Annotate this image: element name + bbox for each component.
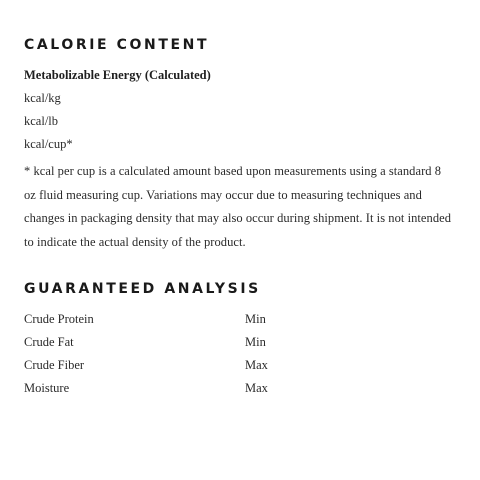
nutrition-info: [24, 0, 464, 480]
calorie-row-label: kcal/kg: [24, 91, 61, 105]
analysis-row-unit: Min: [245, 335, 266, 349]
analysis-row-unit: Min: [245, 312, 266, 326]
calorie-row-label: kcal/lb: [24, 114, 59, 128]
analysis-row-label: Moisture: [24, 381, 70, 395]
analysis-row-label: Crude Protein: [24, 312, 94, 326]
analysis-row-unit: Max: [245, 381, 268, 395]
calorie-footnote: * kcal per cup is a calculated amount based upon measurements using a standard 8 oz fluid measuring cup. Variations may occur due to measuring techniques and changes in packaging density that may also occur during shipment. It is not intended to indicate the actual density of the product.: [24, 164, 452, 250]
analysis-row-label: Crude Fiber: [24, 358, 85, 372]
metabolizable-energy-subheading: Metabolizable Energy (Calculated): [24, 68, 211, 82]
analysis-row-unit: Max: [245, 358, 268, 372]
guaranteed-analysis-heading: GUARANTEED ANALYSIS: [24, 281, 261, 297]
calorie-row-label: kcal/cup*: [24, 137, 73, 151]
calorie-content-heading: CALORIE CONTENT: [24, 37, 210, 53]
analysis-row-label: Crude Fat: [24, 335, 74, 349]
